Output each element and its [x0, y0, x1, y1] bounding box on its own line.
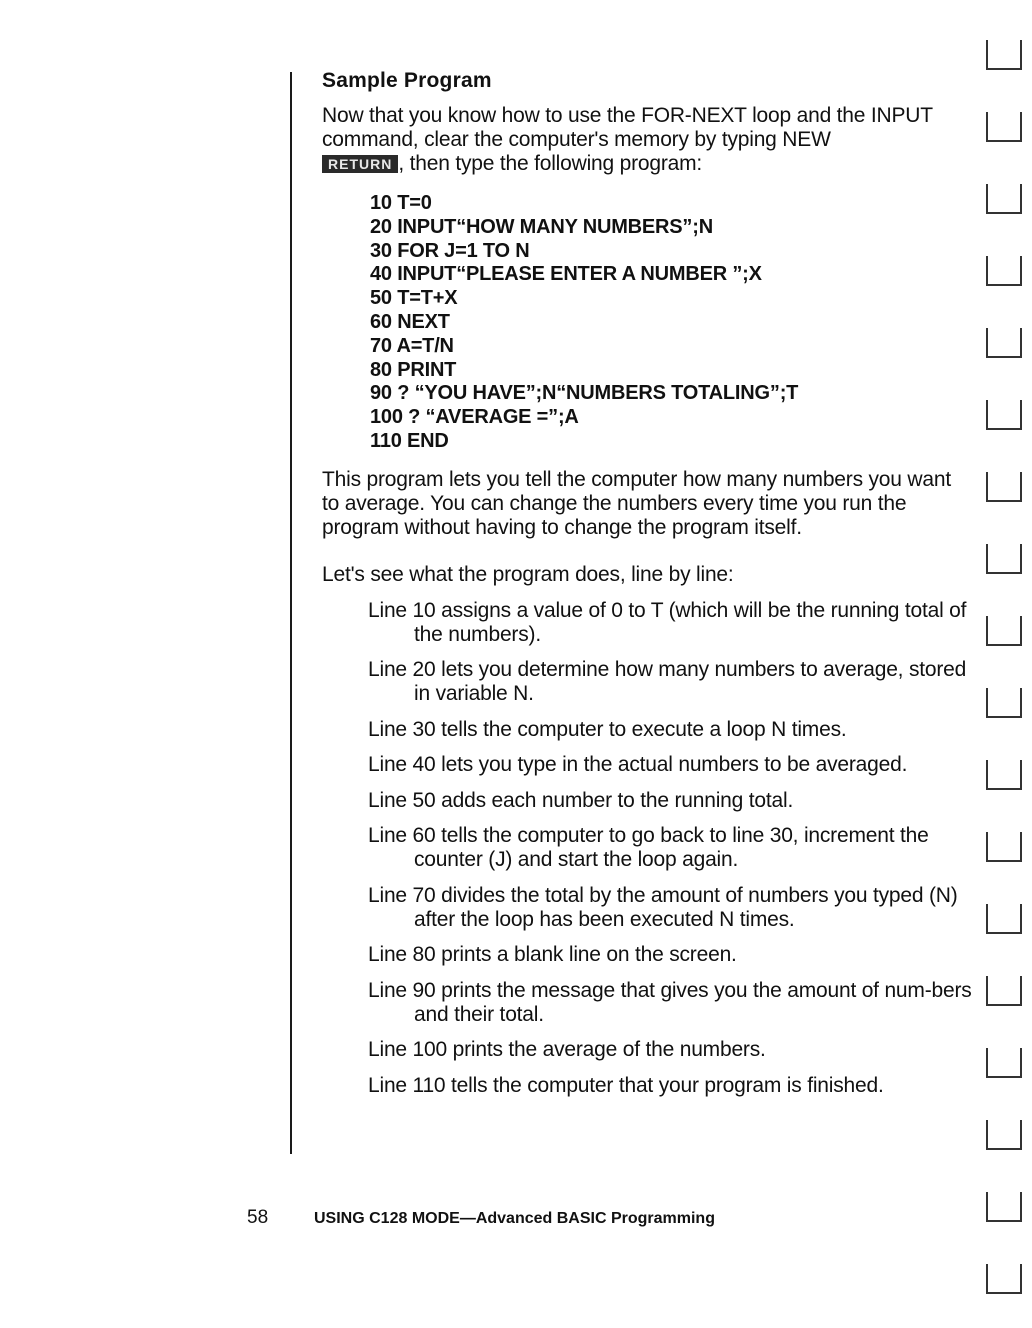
explanation-line-100: Line 100 prints the average of the numbers. [368, 1038, 766, 1062]
page-content [322, 68, 972, 1109]
description-line-1: This program lets you tell the computer how many numbers you want [322, 467, 951, 491]
program-line-40: 40 INPUT“PLEASE ENTER A NUMBER ”;X [370, 263, 762, 286]
program-listing [370, 192, 972, 454]
explanation-line-80: Line 80 prints a blank line on the screen. [368, 943, 737, 967]
explanation-list [368, 599, 972, 1098]
binder-hole-icon [986, 760, 1022, 790]
intro-paragraph [322, 104, 972, 176]
explanation-line-90: Line 90 prints the message that gives you the amount of num-bers and their total. [368, 978, 972, 1026]
running-footer: USING C128 MODE—Advanced BASIC Programming [314, 1210, 715, 1227]
binder-hole-icon [986, 328, 1022, 358]
explanation-line-20: Line 20 lets you determine how many numbers to average, stored in variable N. [368, 658, 967, 706]
page-number: 58 [247, 1207, 269, 1228]
explanation-line-60: Line 60 tells the computer to go back to line 30, increment the counter (J) and start the loop again. [368, 824, 929, 872]
binder-hole-icon [986, 256, 1022, 286]
explanation-line-10: Line 10 assigns a value of 0 to T (which will be the running total of the numbers). [368, 598, 967, 646]
binder-hole-icon [986, 976, 1022, 1006]
binder-hole-icon [986, 112, 1022, 142]
section-heading: Sample Program [322, 69, 492, 92]
spacer [322, 540, 972, 563]
binder-hole-icon [986, 1120, 1022, 1150]
program-line-110: 110 END [370, 429, 449, 452]
binder-hole-icon [986, 616, 1022, 646]
intro-line-3 [322, 152, 972, 176]
binder-hole-icon [986, 1192, 1022, 1222]
intro-line-1: Now that you know how to use the FOR-NEXT loop and the INPUT [322, 104, 933, 127]
program-line-50: 50 T=T+X [370, 287, 458, 310]
binder-hole-icon [986, 688, 1022, 718]
binder-hole-icon [986, 904, 1022, 934]
description-paragraph [322, 468, 972, 540]
binder-hole-icon [986, 472, 1022, 502]
return-key-icon: RETURN [322, 155, 398, 173]
program-line-60: 60 NEXT [370, 310, 450, 333]
description-line-2: to average. You can change the numbers every time you run the [322, 491, 907, 515]
program-line-100: 100 ? “AVERAGE =”;A [370, 406, 579, 429]
program-line-30: 30 FOR J=1 TO N [370, 239, 530, 262]
binder-hole-icon [986, 1048, 1022, 1078]
explanation-line-50: Line 50 adds each number to the running total. [368, 788, 794, 812]
explanation-line-40: Line 40 lets you type in the actual numbers to be averaged. [368, 753, 908, 777]
binder-hole-icon [986, 400, 1022, 430]
program-line-70: 70 A=T/N [370, 334, 454, 357]
program-line-10: 10 T=0 [370, 192, 432, 214]
intro-line-2: command, clear the computer's memory by typing NEW [322, 128, 831, 151]
binder-hole-icon [986, 832, 1022, 862]
program-line-20: 20 INPUT“HOW MANY NUMBERS”;N [370, 215, 713, 238]
binder-hole-icon [986, 544, 1022, 574]
intro-line-3-text: , then type the following program: [398, 152, 703, 175]
explanation-line-30: Line 30 tells the computer to execute a loop N times. [368, 717, 847, 741]
program-line-90: 90 ? “YOU HAVE”;N“NUMBERS TOTALING”;T [370, 382, 799, 405]
binder-hole-icon [986, 1264, 1022, 1294]
binder-hole-icon [986, 40, 1022, 70]
explanation-line-110: Line 110 tells the computer that your program is finished. [368, 1073, 884, 1097]
program-line-80: 80 PRINT [370, 358, 457, 381]
explanation-line-70: Line 70 divides the total by the amount of numbers you typed (N) after the loop has been executed N times. [368, 883, 958, 931]
description-line-3: program without having to change the program itself. [322, 515, 802, 539]
binder-hole-icon [986, 184, 1022, 214]
line-by-line-intro: Let's see what the program does, line by line: [322, 562, 734, 586]
margin-rule [290, 72, 292, 1154]
